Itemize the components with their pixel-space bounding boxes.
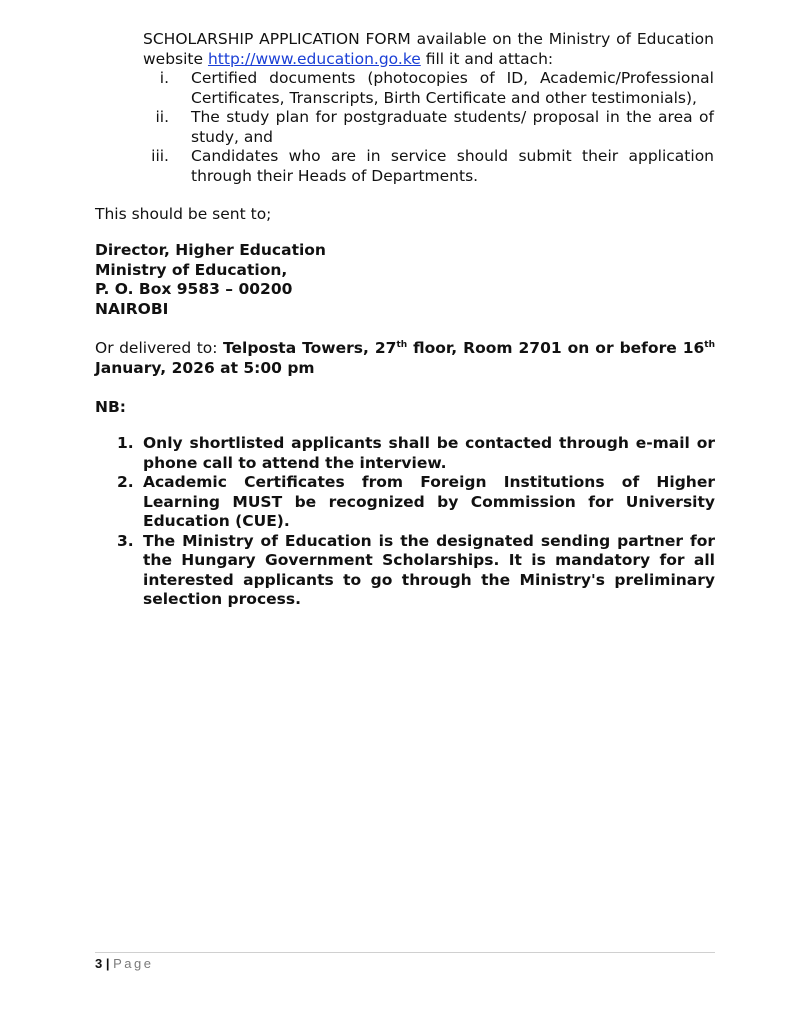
- attachment-text: Candidates who are in service should submit their application through their Heads of Departments.: [191, 147, 714, 185]
- nb-label: NB:: [95, 398, 126, 416]
- attachment-item: [143, 147, 714, 186]
- attachment-number: ii.: [155, 108, 169, 126]
- note-item: [95, 473, 715, 532]
- attachments-list: [143, 69, 714, 186]
- delivery-location-part: floor, Room 2701 on or before 16: [407, 339, 705, 357]
- delivery-location-part: January, 2026 at 5:00 pm: [95, 358, 315, 377]
- intro-text-before-link: SCHOLARSHIP APPLICATION FORM available on the Ministry of Education website: [143, 30, 714, 68]
- delivery-paragraph: [95, 339, 715, 378]
- footer-separator: |: [105, 956, 110, 971]
- page-number: 3: [95, 956, 103, 971]
- sent-to-text: This should be sent to;: [95, 205, 272, 223]
- attachment-number: iii.: [151, 147, 169, 165]
- address-line: P. O. Box 9583 – 00200: [95, 280, 293, 298]
- note-text: The Ministry of Education is the designated sending partner for the Hungary Government Scholarships. It is mandatory for all interested applicants to go through the Ministry's preliminary selection process.: [143, 531, 715, 608]
- attachment-item: [143, 108, 714, 147]
- delivery-location-part: Telposta Towers, 27: [222, 339, 397, 357]
- note-number: 3.: [117, 531, 134, 550]
- intro-text: [143, 30, 714, 69]
- page-footer: [95, 952, 715, 972]
- page-label: Page: [113, 956, 154, 971]
- intro-paragraph: [143, 30, 714, 69]
- delivery-prefix: Or delivered to:: [95, 339, 223, 357]
- address-line: NAIROBI: [95, 299, 169, 318]
- note-text: Academic Certificates from Foreign Institutions of Higher Learning MUST be recognized by Commission for University Education (CUE).: [143, 473, 715, 530]
- intro-text-after-link: fill it and attach:: [420, 49, 554, 68]
- notes-list: [95, 434, 715, 610]
- note-text: Only shortlisted applicants shall be contacted through e-mail or phone call to attend the interview.: [143, 434, 715, 472]
- address-line: Ministry of Education,: [95, 260, 288, 279]
- note-number: 1.: [117, 434, 134, 452]
- ministry-website-link[interactable]: http://www.education.go.ke: [207, 49, 421, 68]
- mailing-address: [95, 241, 326, 319]
- attachment-number: i.: [159, 69, 169, 87]
- floor-superscript: th: [396, 339, 408, 350]
- attachment-item: [143, 69, 714, 108]
- note-number: 2.: [117, 473, 134, 491]
- note-item: [95, 434, 715, 473]
- date-superscript: th: [704, 339, 715, 350]
- attachment-text: The study plan for postgraduate students/ proposal in the area of study, and: [191, 108, 714, 146]
- note-item: [95, 532, 715, 610]
- address-line: Director, Higher Education: [95, 241, 326, 259]
- attachment-text: Certified documents (photocopies of ID, Academic/Professional Certificates, Transcripts, Birth Certificate and other testimonials),: [191, 69, 714, 107]
